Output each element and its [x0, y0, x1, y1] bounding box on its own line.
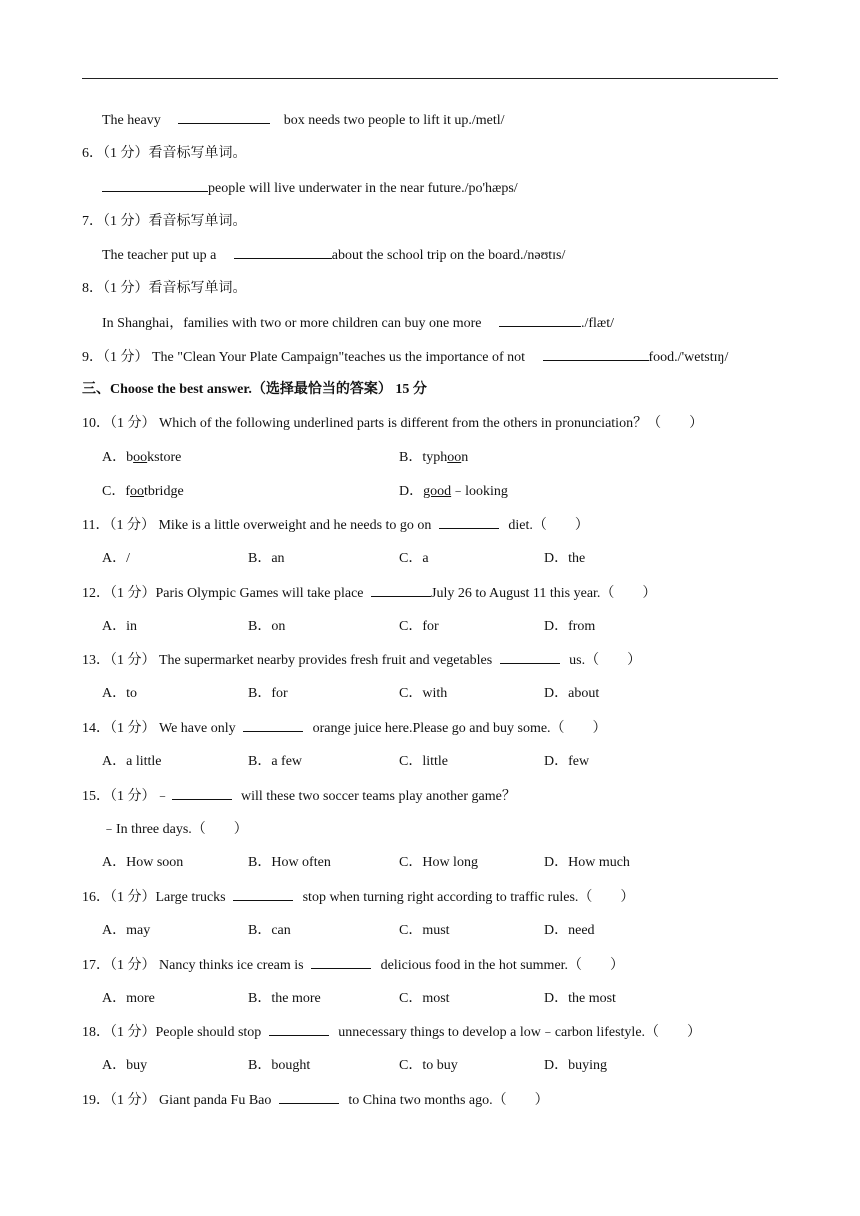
q15-option-d[interactable]: D．How much [544, 855, 630, 870]
q13-option-b[interactable]: B．for [248, 686, 288, 701]
q6-answer-blank[interactable] [102, 179, 208, 192]
header-rule [82, 78, 778, 79]
q5-sentence [102, 111, 505, 130]
q8-sentence [102, 314, 614, 333]
q17-option-d[interactable]: D．the most [544, 991, 616, 1006]
q6-heading: 6．（1 分）看音标写单词。 [82, 146, 247, 161]
q13-option-c[interactable]: C．with [399, 686, 448, 701]
q14-stem: 14．（1 分） We have only orange juice here.Please go and buy some.（ ） [82, 721, 607, 736]
q15-option-b[interactable]: B．How often [248, 855, 331, 870]
q12-option-c[interactable]: C．for [399, 619, 439, 634]
q12-stem: 12．（1 分）Paris Olympic Games will take place July 26 to August 11 this year.（ ） [82, 586, 657, 601]
q11-option-a[interactable]: A．/ [102, 551, 130, 566]
q17-answer-blank[interactable] [311, 956, 371, 969]
q12-answer-blank[interactable] [371, 584, 431, 597]
q8-text-after: ./flæt/ [580, 316, 615, 331]
q9-sentence [82, 348, 728, 367]
q17-option-c[interactable]: C．most [399, 991, 450, 1006]
q7-answer-blank[interactable] [234, 246, 332, 259]
q15-option-c[interactable]: C．How long [399, 855, 478, 870]
q16-option-c[interactable]: C．must [399, 923, 450, 938]
q7-heading: 7．（1 分）看音标写单词。 [82, 214, 247, 229]
q10-option-d[interactable]: D．good﹣looking [399, 484, 508, 499]
q11-stem: 11．（1 分） Mike is a little overweight and he needs to go on diet.（ ） [82, 518, 589, 533]
q18-option-c[interactable]: C．to buy [399, 1058, 458, 1073]
q11-option-c[interactable]: C．a [399, 551, 429, 566]
q11-answer-blank[interactable] [439, 516, 499, 529]
q10-option-b[interactable]: B．typhoon [399, 450, 469, 465]
q8-answer-blank[interactable] [499, 314, 581, 327]
q9-text-after: food./'wetstɪŋ/ [648, 350, 729, 365]
q18-option-d[interactable]: D．buying [544, 1058, 607, 1073]
q15-option-a[interactable]: A．How soon [102, 855, 184, 870]
q18-option-a[interactable]: A．buy [102, 1058, 148, 1073]
q10-option-a[interactable]: A．bookstore [102, 450, 182, 465]
q7-text-after: about the school trip on the board./nəʊtɪs/ [331, 248, 566, 263]
q14-answer-blank[interactable] [243, 719, 303, 732]
q13-option-d[interactable]: D．about [544, 686, 600, 701]
q6-text-after: people will live underwater in the near future./po'hæps/ [208, 181, 518, 196]
q7-sentence [102, 246, 565, 265]
q9-answer-blank[interactable] [543, 348, 649, 361]
q14-option-b[interactable]: B．a few [248, 754, 303, 769]
q18-option-b[interactable]: B．bought [248, 1058, 311, 1073]
q14-option-a[interactable]: A．a little [102, 754, 162, 769]
q5-text-before: The heavy [102, 113, 161, 128]
q18-answer-blank[interactable] [269, 1023, 329, 1036]
q15-stem: 15．（1 分）﹣ will these two soccer teams play another game？ [82, 789, 516, 804]
q7-text-before: The teacher put up a [102, 248, 217, 263]
q10-option-c[interactable]: C．footbridge [102, 484, 184, 499]
q18-stem: 18．（1 分）People should stop unnecessary things to develop a low﹣carbon lifestyle.（ ） [82, 1025, 702, 1040]
q17-option-a[interactable]: A．more [102, 991, 155, 1006]
q8-text-before: In Shanghai，families with two or more children can buy one more [102, 316, 482, 331]
q12-option-d[interactable]: D．from [544, 619, 596, 634]
q16-option-b[interactable]: B．can [248, 923, 291, 938]
q15-response: ﹣In three days.（ ） [102, 822, 248, 837]
q6-sentence [102, 179, 518, 198]
q11-option-d[interactable]: D．the [544, 551, 586, 566]
q5-answer-blank[interactable] [178, 111, 270, 124]
q17-option-b[interactable]: B．the more [248, 991, 321, 1006]
q16-option-a[interactable]: A．may [102, 923, 151, 938]
q13-answer-blank[interactable] [500, 651, 560, 664]
q19-answer-blank[interactable] [279, 1091, 339, 1104]
q17-stem: 17．（1 分） Nancy thinks ice cream is delicious food in the hot summer.（ ） [82, 958, 625, 973]
q10-stem: 10．（1 分） Which of the following underlined parts is different from the others in pronunciation？（ ） [82, 416, 704, 431]
q12-option-a[interactable]: A．in [102, 619, 137, 634]
q13-option-a[interactable]: A．to [102, 686, 137, 701]
q11-option-b[interactable]: B．an [248, 551, 285, 566]
q9-text-before: 9．（1 分） The "Clean Your Plate Campaign"teaches us the importance of not [82, 350, 526, 365]
q16-stem: 16．（1 分）Large trucks stop when turning right according to traffic rules.（ ） [82, 890, 635, 905]
q12-option-b[interactable]: B．on [248, 619, 286, 634]
q8-heading: 8．（1 分）看音标写单词。 [82, 281, 247, 296]
q16-answer-blank[interactable] [233, 888, 293, 901]
q13-stem: 13．（1 分） The supermarket nearby provides fresh fruit and vegetables us.（ ） [82, 653, 642, 668]
q15-answer-blank[interactable] [172, 787, 232, 800]
q14-option-c[interactable]: C．little [399, 754, 448, 769]
section-3-title: 三、Choose the best answer.（选择最恰当的答案） 15 分 [82, 382, 427, 397]
q19-stem: 19．（1 分） Giant panda Fu Bao to China two months ago.（ ） [82, 1093, 549, 1108]
q16-option-d[interactable]: D．need [544, 923, 595, 938]
q14-option-d[interactable]: D．few [544, 754, 590, 769]
q5-text-after: box needs two people to lift it up./metl/ [283, 113, 505, 128]
